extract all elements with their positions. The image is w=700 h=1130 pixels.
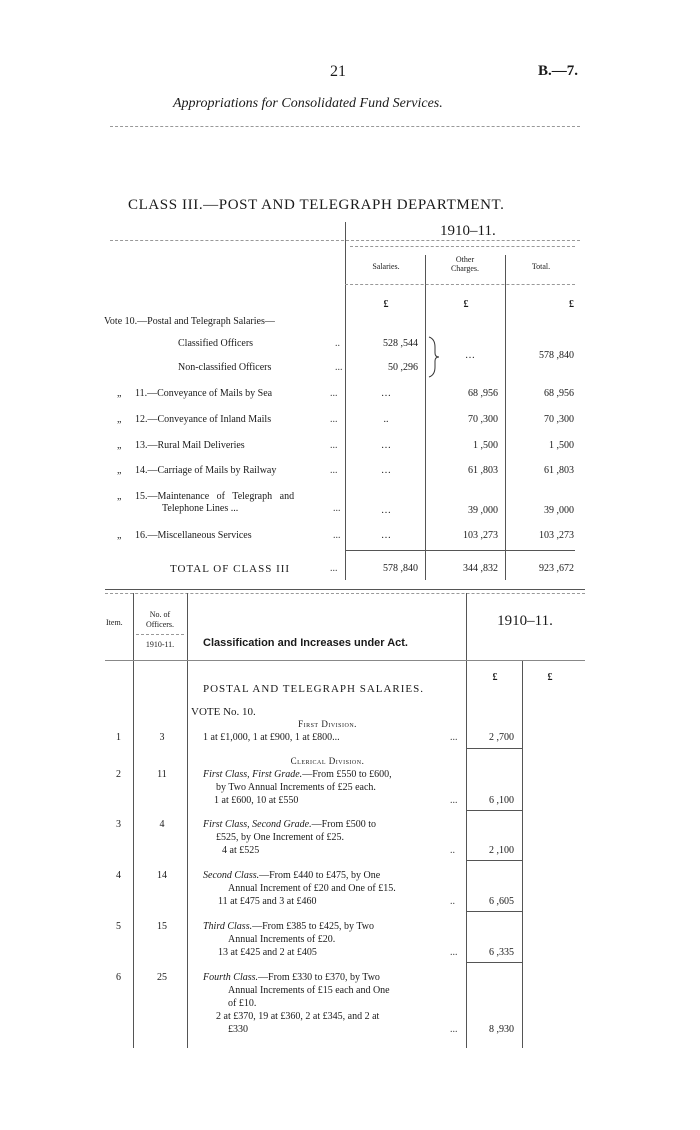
item-number: 1 — [116, 732, 121, 743]
leader-dots: ... — [330, 563, 338, 574]
detail-currency-2: £ — [547, 672, 553, 683]
section-title: POSTAL AND TELEGRAPH SALARIES. — [203, 683, 425, 695]
item-line: Annual Increment of £20 and One of £15. — [228, 883, 396, 894]
summary-head-rule — [110, 240, 580, 241]
summary-row-total: 578 ,840 — [539, 350, 574, 361]
item-line: 1 at £600, 10 at £550 — [214, 795, 299, 806]
item-number: 5 — [116, 921, 121, 932]
summary-row-salaries: … — [381, 530, 391, 541]
item-amount: 2 ,700 — [489, 732, 514, 743]
officer-count: 14 — [157, 870, 167, 881]
grade-label: Third Class. — [203, 921, 253, 932]
summary-row-prefix: „ — [117, 491, 122, 502]
section-double-rule-1 — [105, 589, 585, 590]
summary-row-salaries: .. — [383, 414, 389, 425]
col-item-header: Item. — [106, 618, 123, 627]
item-line — [203, 769, 392, 780]
officers-header-rule — [136, 634, 184, 635]
currency-salaries: £ — [383, 299, 389, 310]
item-line: 4 at £525 — [222, 845, 260, 856]
amount-rule — [466, 748, 522, 749]
item-line — [203, 972, 380, 983]
officer-count: 15 — [157, 921, 167, 932]
currency-other: £ — [463, 299, 469, 310]
item-number: 2 — [116, 769, 121, 780]
leader-dots: ... — [450, 1024, 458, 1035]
leader-dots: ... — [450, 947, 458, 958]
summary-year-header: 1910–11. — [440, 223, 496, 239]
total-total: 923 ,672 — [539, 563, 574, 574]
page-number: 21 — [330, 63, 346, 80]
detail-header-rule — [105, 660, 585, 661]
division-heading: Clerical Division. — [290, 756, 365, 766]
summary-col-rule-1 — [425, 255, 426, 580]
grade-label: First Class, Second Grade. — [203, 819, 312, 830]
summary-row-total: 39 ,000 — [544, 505, 574, 516]
item-amount: 6 ,605 — [489, 896, 514, 907]
header-divider — [110, 126, 580, 127]
summary-row-label: Non-classified Officers — [178, 362, 272, 373]
summary-row-prefix: „ — [117, 530, 122, 541]
item-line: Annual Increments of £15 each and One — [228, 985, 390, 996]
leader-dots: ... — [330, 388, 338, 399]
leader-dots: ... — [333, 503, 341, 514]
summary-col-rule-2 — [505, 255, 506, 580]
vote10-label: Vote 10.—Postal and Telegraph Salaries— — [104, 316, 275, 327]
grade-label: Fourth Class. — [203, 972, 259, 983]
col-total-header: Total. — [531, 262, 551, 271]
vote-label: VOTE No. 10. — [191, 706, 256, 718]
summary-row-other: 61 ,803 — [468, 465, 498, 476]
officer-count: 4 — [159, 819, 165, 830]
amount-rule — [466, 860, 522, 861]
summary-row-label: 12.—Conveyance of Inland Mails — [135, 414, 272, 425]
item-amount: 2 ,100 — [489, 845, 514, 856]
item-line: 1 at £1,000, 1 at £900, 1 at £800... — [203, 732, 340, 743]
summary-row-salaries: … — [381, 440, 391, 451]
item-amount: 6 ,335 — [489, 947, 514, 958]
col-other-header-1: Other — [455, 255, 475, 264]
item-line: £525, by One Increment of £25. — [216, 832, 345, 843]
page-subtitle: Appropriations for Consolidated Fund Services. — [173, 96, 443, 111]
summary-row-other: 103 ,273 — [463, 530, 498, 541]
officer-count: 11 — [157, 769, 167, 780]
summary-row-prefix: „ — [117, 388, 122, 399]
leader-dots: .. — [335, 338, 340, 349]
detail-rule-officers — [187, 593, 188, 1048]
item-amount: 6 ,100 — [489, 795, 514, 806]
item-line: by Two Annual Increments of £25 each. — [216, 782, 376, 793]
col-officers-header-2: Officers. — [145, 620, 175, 629]
item-line-text: —From £500 to — [311, 819, 377, 830]
item-line: 2 at £370, 19 at £360, 2 at £345, and 2 at — [216, 1011, 380, 1022]
item-line: Annual Increments of £20. — [228, 934, 336, 945]
leader-dots: ... — [335, 362, 343, 373]
summary-row-other: 1 ,500 — [473, 440, 498, 451]
class-title: CLASS III.—POST AND TELEGRAPH DEPARTMENT. — [128, 197, 505, 213]
summary-row-label: 15.—Maintenance of Telegraph and — [135, 491, 295, 502]
grade-label: Second Class. — [203, 870, 260, 881]
amount-rule — [466, 810, 522, 811]
summary-row-salaries: 528 ,544 — [383, 338, 418, 349]
detail-currency-1: £ — [492, 672, 498, 683]
summary-row-total: 1 ,500 — [549, 440, 574, 451]
item-line — [203, 819, 376, 830]
item-line-text: —From £440 to £475, by One — [259, 870, 381, 881]
item-amount: 8 ,930 — [489, 1024, 514, 1035]
grade-label: First Class, First Grade. — [203, 769, 303, 780]
item-line: £330 — [228, 1024, 248, 1035]
leader-dots: .. — [450, 896, 455, 907]
summary-row-prefix: „ — [117, 465, 122, 476]
total-label: TOTAL OF CLASS III — [170, 563, 291, 575]
leader-dots: ... — [330, 414, 338, 425]
summary-row-salaries: … — [381, 505, 391, 516]
item-line — [203, 921, 374, 932]
item-line-text: —From £330 to £370, by Two — [258, 972, 380, 983]
officer-count: 3 — [159, 732, 165, 743]
officer-count: 25 — [157, 972, 167, 983]
summary-row-prefix: „ — [117, 440, 122, 451]
amount-rule — [466, 911, 522, 912]
item-line: of £10. — [228, 998, 257, 1009]
summary-row-label: Classified Officers — [178, 338, 254, 349]
brace-icon — [427, 335, 441, 379]
leader-dots: ... — [333, 530, 341, 541]
detail-year-header: 1910–11. — [497, 613, 553, 629]
summary-row-total: 68 ,956 — [544, 388, 574, 399]
col-other-header-2: Charges. — [450, 264, 480, 273]
leader-dots: ... — [330, 465, 338, 476]
summary-left-rule — [345, 222, 346, 580]
total-salaries: 578 ,840 — [383, 563, 418, 574]
col-salaries-header: Salaries. — [372, 262, 400, 271]
col-officers-header-1: No. of — [149, 610, 171, 619]
summary-row-label: 11.—Conveyance of Mails by Sea — [135, 388, 273, 399]
summary-row-other: 70 ,300 — [468, 414, 498, 425]
summary-row-total: 61 ,803 — [544, 465, 574, 476]
document-reference: B.—7. — [538, 63, 579, 79]
total-rule — [345, 550, 575, 551]
summary-row-salaries: … — [381, 388, 391, 399]
item-line-text: —From £385 to £425, by Two — [252, 921, 374, 932]
detail-rule-amount — [466, 593, 467, 1048]
summary-row-total: 103 ,273 — [539, 530, 574, 541]
division-heading: First Division. — [298, 719, 357, 729]
summary-row-total: 70 ,300 — [544, 414, 574, 425]
summary-row-salaries: … — [381, 465, 391, 476]
summary-row-label: 13.—Rural Mail Deliveries — [135, 440, 245, 451]
total-other: 344 ,832 — [463, 563, 498, 574]
detail-heading: Classification and Increases under Act. — [203, 637, 408, 649]
detail-rule-amount2 — [522, 660, 523, 1048]
item-number: 3 — [116, 819, 121, 830]
amount-rule — [466, 962, 522, 963]
item-line — [203, 870, 380, 881]
item-line: 11 at £475 and 3 at £460 — [218, 896, 317, 907]
section-double-rule-2 — [105, 593, 585, 594]
currency-total: £ — [569, 299, 574, 310]
summary-row-label: 16.—Miscellaneous Services — [135, 530, 252, 541]
item-line-text: —From £550 to £600, — [302, 769, 392, 780]
leader-dots: .. — [450, 845, 455, 856]
detail-rule-item — [133, 593, 134, 1048]
leader-dots: ... — [450, 795, 458, 806]
leader-dots: ... — [330, 440, 338, 451]
year-underline — [350, 246, 575, 247]
summary-row-other: 39 ,000 — [468, 505, 498, 516]
item-number: 4 — [116, 870, 121, 881]
summary-row-other: … — [465, 350, 475, 361]
item-number: 6 — [116, 972, 121, 983]
summary-col-head-rule — [345, 284, 575, 285]
summary-row-label-cont: Telephone Lines ... — [162, 503, 239, 514]
leader-dots: ... — [450, 732, 458, 743]
summary-row-label: 14.—Carriage of Mails by Railway — [135, 465, 277, 476]
summary-row-prefix: „ — [117, 414, 122, 425]
summary-row-salaries: 50 ,296 — [388, 362, 418, 373]
summary-row-other: 68 ,956 — [468, 388, 498, 399]
item-line: 13 at £425 and 2 at £405 — [218, 947, 317, 958]
col-officers-year: 1910-11. — [145, 640, 175, 649]
